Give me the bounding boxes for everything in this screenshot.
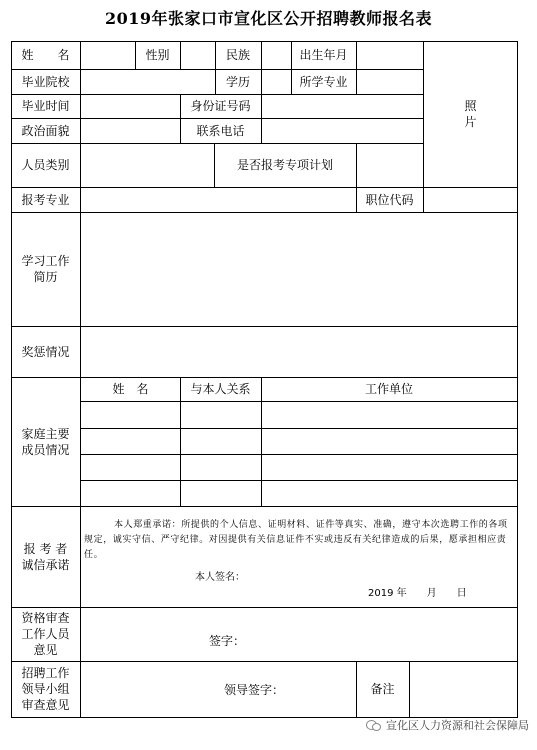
table-row[interactable] [81, 455, 517, 480]
field-birth-date[interactable] [357, 41, 423, 69]
label-resume-line-1: 学习工作 [21, 254, 70, 268]
label-special-plan: 是否报考专项计划 [236, 158, 333, 172]
field-applied-major[interactable] [81, 187, 356, 212]
label-resume-line-2: 简历 [33, 270, 58, 284]
label-pledge-line-2: 诚信承诺 [21, 557, 70, 572]
label-review-line-2: 工作人员 [21, 627, 70, 641]
watermark [366, 717, 529, 733]
field-graduation-time[interactable] [81, 94, 180, 118]
label-leader-line-2: 领导小组 [21, 682, 70, 696]
field-resume[interactable] [81, 213, 517, 326]
label-name: 姓 名 [21, 48, 70, 62]
field-major[interactable] [357, 69, 423, 94]
label-position-code: 职位代码 [365, 192, 414, 207]
field-personnel-category[interactable] [81, 143, 214, 187]
label-gender: 性别 [145, 48, 170, 62]
label-family [11, 377, 80, 506]
field-position-code[interactable] [424, 187, 517, 212]
field-awards[interactable] [81, 327, 517, 377]
leader-signature-label: 领导签字： [224, 683, 285, 697]
photo-label-1: 照 [464, 99, 477, 113]
pledge-text: 本人郑重承诺：所提供的个人信息、证明材料、证件等真实、准确，遵守本次选聘工作的各项规定，诚实守信、严守纪律。对因提供有关信息证件不实或违反有关纪律造成的后果，愿承担相应责任。 [84, 520, 508, 560]
field-id-number[interactable] [262, 94, 423, 118]
label-family-line-2: 成员情况 [21, 442, 70, 457]
table-row[interactable] [81, 481, 517, 506]
label-applied-major: 报考专业 [21, 192, 70, 207]
label-birth-date: 出生年月 [299, 48, 348, 62]
field-remark[interactable] [410, 662, 517, 717]
label-leader-line-1: 招聘工作 [21, 666, 70, 680]
field-degree[interactable] [262, 69, 291, 94]
label-ethnicity: 民族 [225, 48, 250, 62]
family-header-name: 姓 名 [112, 382, 149, 396]
field-name[interactable] [81, 41, 135, 69]
label-remark: 备注 [370, 682, 395, 696]
label-leader-line-3: 审查意见 [21, 698, 70, 712]
photo-label-2: 片 [464, 115, 477, 129]
label-personnel-category: 人员类别 [21, 158, 70, 172]
label-leader-review [11, 661, 80, 717]
label-review [11, 607, 80, 661]
review-signature-label: 签字： [209, 634, 246, 648]
label-review-line-1: 资格审查 [21, 611, 70, 625]
label-major: 所学专业 [299, 74, 348, 89]
label-political-status: 政治面貌 [21, 123, 70, 138]
family-header-work: 工作单位 [364, 382, 413, 396]
label-pledge [11, 506, 80, 607]
label-id-number: 身份证号码 [190, 99, 251, 113]
field-political-status[interactable] [81, 118, 180, 143]
field-gender[interactable] [181, 41, 215, 69]
label-pledge-line-1: 报 考 者 [23, 541, 68, 556]
label-phone: 联系电话 [196, 123, 245, 138]
label-graduation-time: 毕业时间 [21, 99, 70, 113]
field-ethnicity[interactable] [262, 41, 291, 69]
pledge-date: 2019 年 月 日 [368, 588, 467, 599]
page-title: 2019年张家口市宣化区公开招聘教师报名表 [104, 9, 433, 28]
label-review-line-3: 意见 [33, 643, 58, 657]
field-special-plan[interactable] [357, 143, 423, 187]
label-resume [11, 212, 80, 326]
photo-box[interactable] [424, 41, 517, 187]
table-row[interactable] [81, 429, 517, 454]
pledge-signature-label: 本人签名： [195, 572, 245, 583]
field-phone[interactable] [262, 118, 423, 143]
family-header-relation: 与本人关系 [190, 382, 251, 396]
label-school: 毕业院校 [21, 74, 70, 89]
table-row[interactable] [81, 402, 517, 428]
field-school[interactable] [81, 69, 215, 94]
label-degree: 学历 [225, 74, 250, 89]
label-awards: 奖惩情况 [21, 344, 70, 359]
wechat-icon [366, 719, 381, 732]
watermark-text: 宣化区人力资源和社会保障局 [386, 719, 529, 732]
label-family-line-1: 家庭主要 [21, 426, 70, 441]
